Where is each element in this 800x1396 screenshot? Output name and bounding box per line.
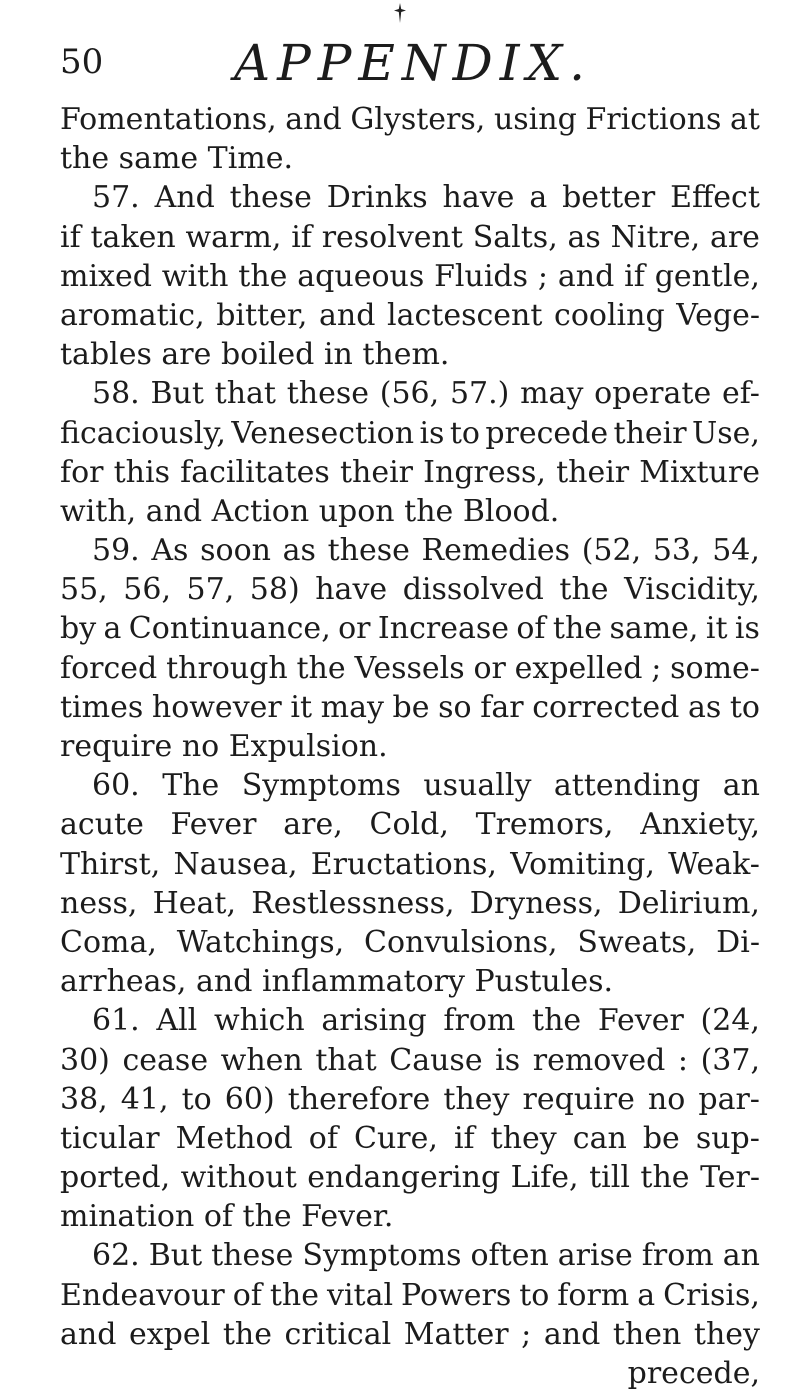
- running-head: APPENDIX.: [234, 34, 592, 92]
- text-line: require no Expulsion.: [60, 729, 388, 764]
- text-line: ness, Heat, Restlessness, Dryness, Delirium,: [60, 885, 760, 921]
- text-line: for this facilitates their Ingress, their Mixture: [60, 454, 760, 490]
- text-line: 38, 41, to 60) therefore they require no par-: [60, 1081, 760, 1117]
- text-line: ficaciously, Venesection is to precede their Use,: [60, 415, 760, 451]
- text-line: tables are boiled in them.: [60, 337, 450, 373]
- text-line: 60. The Symptoms usually attending an: [92, 768, 760, 804]
- text-line: the same Time.: [60, 141, 294, 177]
- text-line: ticular Method of Cure, if they can be sup-: [60, 1120, 760, 1156]
- text-line: Endeavour of the vital Powers to form a Crisis,: [60, 1277, 760, 1313]
- text-line: 59. As soon as these Remedies (52, 53, 54,: [92, 533, 760, 569]
- text-line: aromatic, bitter, and lactescent cooling Vege-: [60, 297, 760, 333]
- text-line: arrheas, and inflammatory Pustules.: [60, 964, 614, 1000]
- text-line: by a Continuance, or Increase of the same, it is: [60, 611, 760, 647]
- text-line: 55, 56, 57, 58) have dissolved the Viscidity,: [60, 572, 760, 608]
- text-line: precede,: [627, 1356, 760, 1391]
- text-line: 58. But that these (56, 57.) may operate ef-: [92, 376, 760, 412]
- text-line: 62. But these Symptoms often arise from an: [92, 1238, 760, 1274]
- text-line: 61. All which arising from the Fever (24,: [92, 1003, 760, 1039]
- text-line: ported, without endangering Life, till the Ter-: [60, 1160, 760, 1196]
- text-line: Thirst, Nausea, Eructations, Vomiting, Weak-: [60, 846, 760, 882]
- page-header: [60, 34, 760, 94]
- page-number: 50: [60, 42, 104, 82]
- fleuron-ornament-icon: [392, 2, 408, 24]
- text-line: mination of the Fever.: [60, 1199, 394, 1235]
- text-line: mixed with the aqueous Fluids ; and if gentle,: [60, 258, 760, 294]
- text-line: Coma, Watchings, Convulsions, Sweats, Di-: [60, 924, 760, 960]
- body-text: [60, 100, 760, 1393]
- text-line: 30) cease when that Cause is removed : (37,: [60, 1042, 760, 1078]
- text-line: 57. And these Drinks have a better Effect: [92, 180, 760, 216]
- text-line: and expel the critical Matter ; and then they: [60, 1316, 760, 1352]
- text-line: acute Fever are, Cold, Tremors, Anxiety,: [60, 807, 760, 843]
- text-line: times however it may be so far corrected as to: [60, 689, 760, 725]
- text-line: with, and Action upon the Blood.: [60, 493, 560, 529]
- text-line: Fomentations, and Glysters, using Frictions at: [60, 102, 760, 137]
- text-line: forced through the Vessels or expelled ; some-: [60, 650, 760, 686]
- text-line: if taken warm, if resolvent Salts, as Nitre, are: [60, 219, 760, 255]
